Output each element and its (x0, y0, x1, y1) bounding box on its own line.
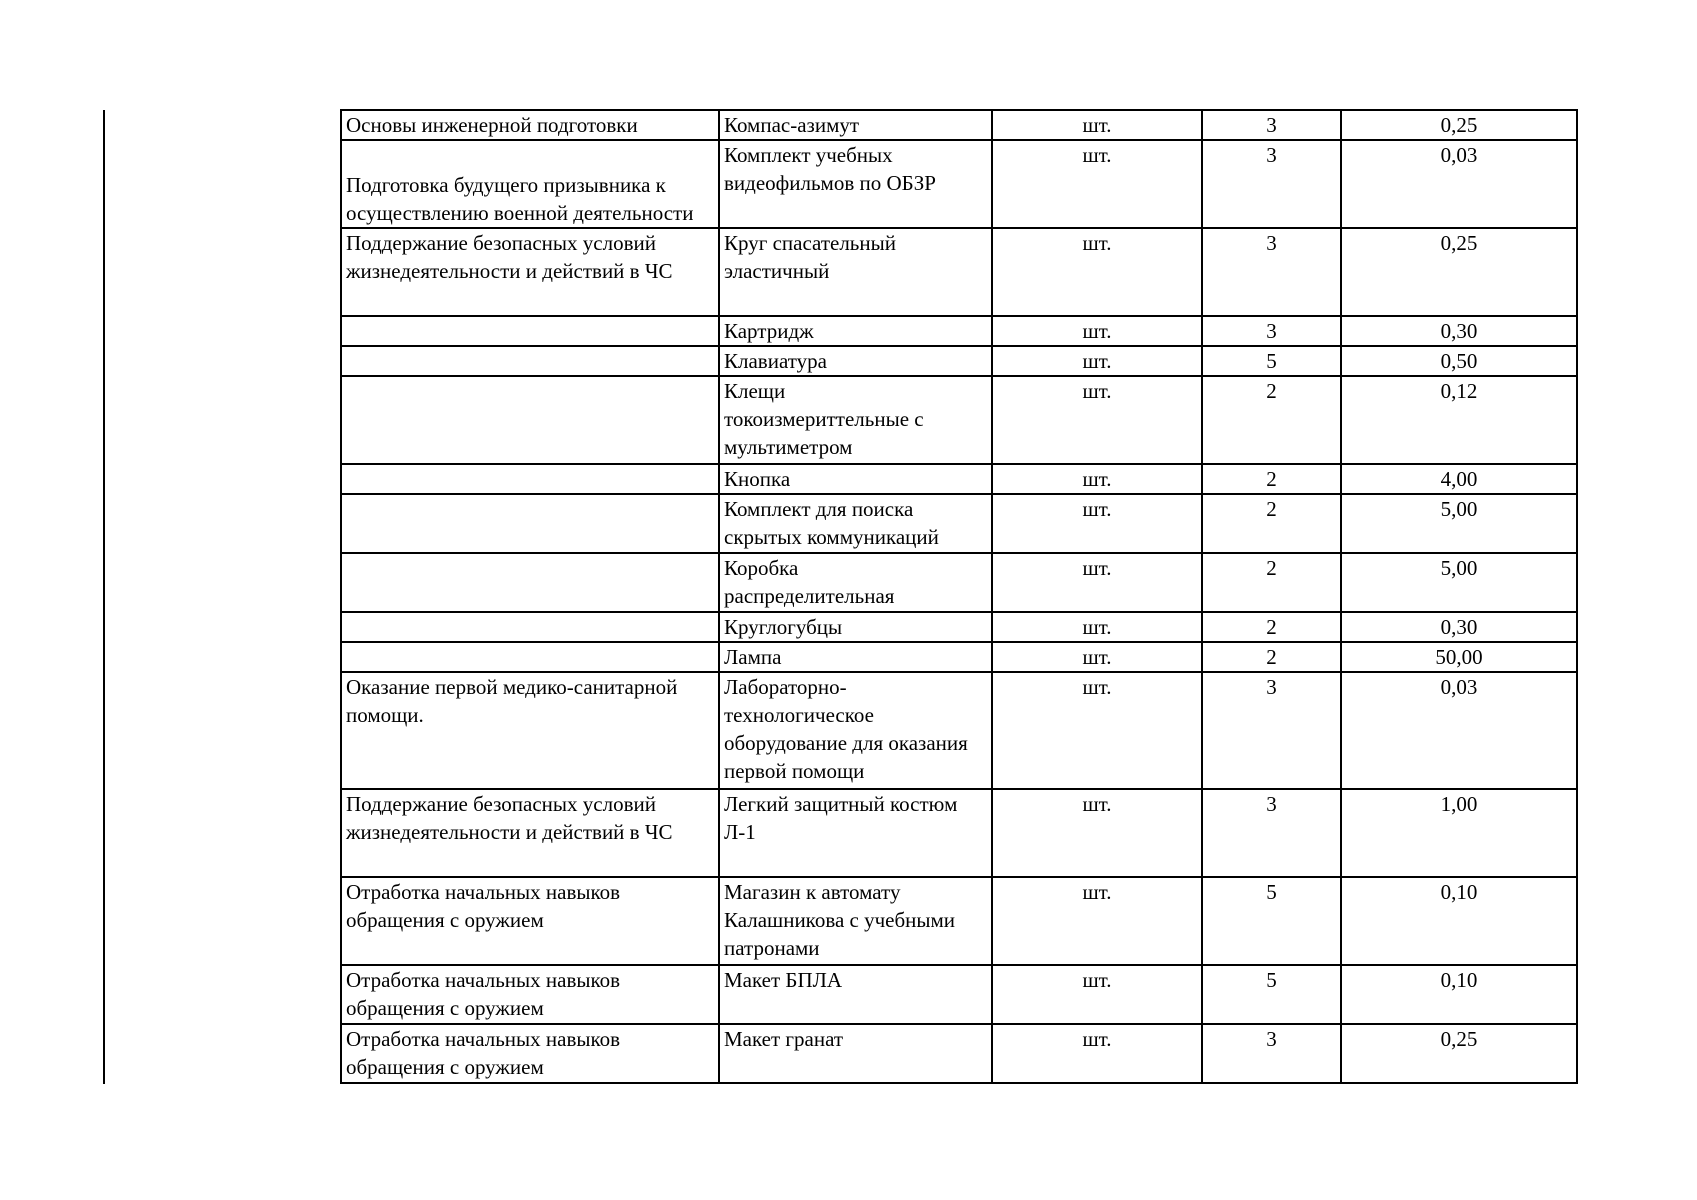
value-cell: 0,25 (1341, 228, 1577, 316)
table-row (341, 965, 1577, 1024)
quantity-cell: 2 (1202, 612, 1341, 642)
item-cell: Легкий защитный костюм Л-1 (719, 789, 992, 877)
item-cell: Коробка распределительная (719, 553, 992, 612)
item-cell: Картридж (719, 316, 992, 346)
item-cell: Макет гранат (719, 1024, 992, 1083)
quantity-cell: 3 (1202, 789, 1341, 877)
item-cell: Компас-азимут (719, 110, 992, 140)
quantity-cell: 3 (1202, 316, 1341, 346)
quantity-cell: 2 (1202, 642, 1341, 672)
topic-cell: Поддержание безопасных условий жизнедеятельности и действий в ЧС (341, 228, 719, 316)
topic-cell (341, 316, 719, 346)
quantity-cell: 2 (1202, 464, 1341, 494)
unit-cell: шт. (992, 346, 1202, 376)
value-cell: 0,25 (1341, 110, 1577, 140)
unit-cell: шт. (992, 789, 1202, 877)
item-cell: Лампа (719, 642, 992, 672)
quantity-cell: 5 (1202, 965, 1341, 1024)
table-row (341, 140, 1577, 228)
item-cell: Комплект для поиска скрытых коммуникаций (719, 494, 992, 553)
topic-cell (341, 346, 719, 376)
quantity-cell: 3 (1202, 1024, 1341, 1083)
item-cell: Круглогубцы (719, 612, 992, 642)
unit-cell: шт. (992, 612, 1202, 642)
value-cell: 0,50 (1341, 346, 1577, 376)
topic-cell: Оказание первой медико-санитарной помощи. (341, 672, 719, 789)
topic-cell: Отработка начальных навыков обращения с оружием (341, 965, 719, 1024)
topic-cell (341, 553, 719, 612)
unit-cell: шт. (992, 316, 1202, 346)
value-cell: 4,00 (1341, 464, 1577, 494)
table-row (341, 672, 1577, 789)
table-row (341, 464, 1577, 494)
topic-cell (341, 612, 719, 642)
unit-cell: шт. (992, 1024, 1202, 1083)
table-row (341, 346, 1577, 376)
table-row (341, 877, 1577, 965)
quantity-cell: 5 (1202, 877, 1341, 965)
topic-cell (341, 642, 719, 672)
unit-cell: шт. (992, 228, 1202, 316)
table-row (341, 553, 1577, 612)
unit-cell: шт. (992, 553, 1202, 612)
item-cell: Круг спасательный эластичный (719, 228, 992, 316)
item-cell: Магазин к автомату Калашникова с учебными патронами (719, 877, 992, 965)
item-cell: Клещи токоизмериттельные с мультиметром (719, 376, 992, 464)
page-margin-line (103, 110, 105, 1084)
topic-cell: Отработка начальных навыков обращения с оружием (341, 1024, 719, 1083)
unit-cell: шт. (992, 140, 1202, 228)
value-cell: 0,25 (1341, 1024, 1577, 1083)
table-row (341, 376, 1577, 464)
item-cell: Лабораторно- технологическое оборудование для оказания первой помощи (719, 672, 992, 789)
value-cell: 0,30 (1341, 316, 1577, 346)
table-row (341, 228, 1577, 316)
item-cell: Кнопка (719, 464, 992, 494)
quantity-cell: 3 (1202, 228, 1341, 316)
unit-cell: шт. (992, 494, 1202, 553)
unit-cell: шт. (992, 110, 1202, 140)
value-cell: 5,00 (1341, 494, 1577, 553)
item-cell: Клавиатура (719, 346, 992, 376)
value-cell: 0,10 (1341, 877, 1577, 965)
table-row (341, 110, 1577, 140)
unit-cell: шт. (992, 672, 1202, 789)
table-row (341, 789, 1577, 877)
table-row (341, 494, 1577, 553)
unit-cell: шт. (992, 464, 1202, 494)
topic-cell: Поддержание безопасных условий жизнедеятельности и действий в ЧС (341, 789, 719, 877)
topic-cell: Отработка начальных навыков обращения с оружием (341, 877, 719, 965)
quantity-cell: 5 (1202, 346, 1341, 376)
topic-cell (341, 464, 719, 494)
topic-cell (341, 494, 719, 553)
table-row (341, 1024, 1577, 1083)
quantity-cell: 3 (1202, 110, 1341, 140)
value-cell: 0,10 (1341, 965, 1577, 1024)
quantity-cell: 2 (1202, 553, 1341, 612)
quantity-cell: 3 (1202, 140, 1341, 228)
item-cell: Комплект учебных видеофильмов по ОБЗР (719, 140, 992, 228)
item-cell: Макет БПЛА (719, 965, 992, 1024)
equipment-table (340, 109, 1578, 1084)
value-cell: 5,00 (1341, 553, 1577, 612)
value-cell: 50,00 (1341, 642, 1577, 672)
unit-cell: шт. (992, 877, 1202, 965)
value-cell: 0,03 (1341, 672, 1577, 789)
topic-cell: Подготовка будущего призывника к осуществлению военной деятельности (341, 140, 719, 228)
value-cell: 0,12 (1341, 376, 1577, 464)
table-row (341, 642, 1577, 672)
topic-cell (341, 376, 719, 464)
value-cell: 0,30 (1341, 612, 1577, 642)
quantity-cell: 2 (1202, 494, 1341, 553)
unit-cell: шт. (992, 376, 1202, 464)
quantity-cell: 3 (1202, 672, 1341, 789)
equipment-table-body (341, 110, 1577, 1083)
table-row (341, 316, 1577, 346)
topic-cell: Основы инженерной подготовки (341, 110, 719, 140)
unit-cell: шт. (992, 965, 1202, 1024)
value-cell: 0,03 (1341, 140, 1577, 228)
table-row (341, 612, 1577, 642)
value-cell: 1,00 (1341, 789, 1577, 877)
unit-cell: шт. (992, 642, 1202, 672)
quantity-cell: 2 (1202, 376, 1341, 464)
